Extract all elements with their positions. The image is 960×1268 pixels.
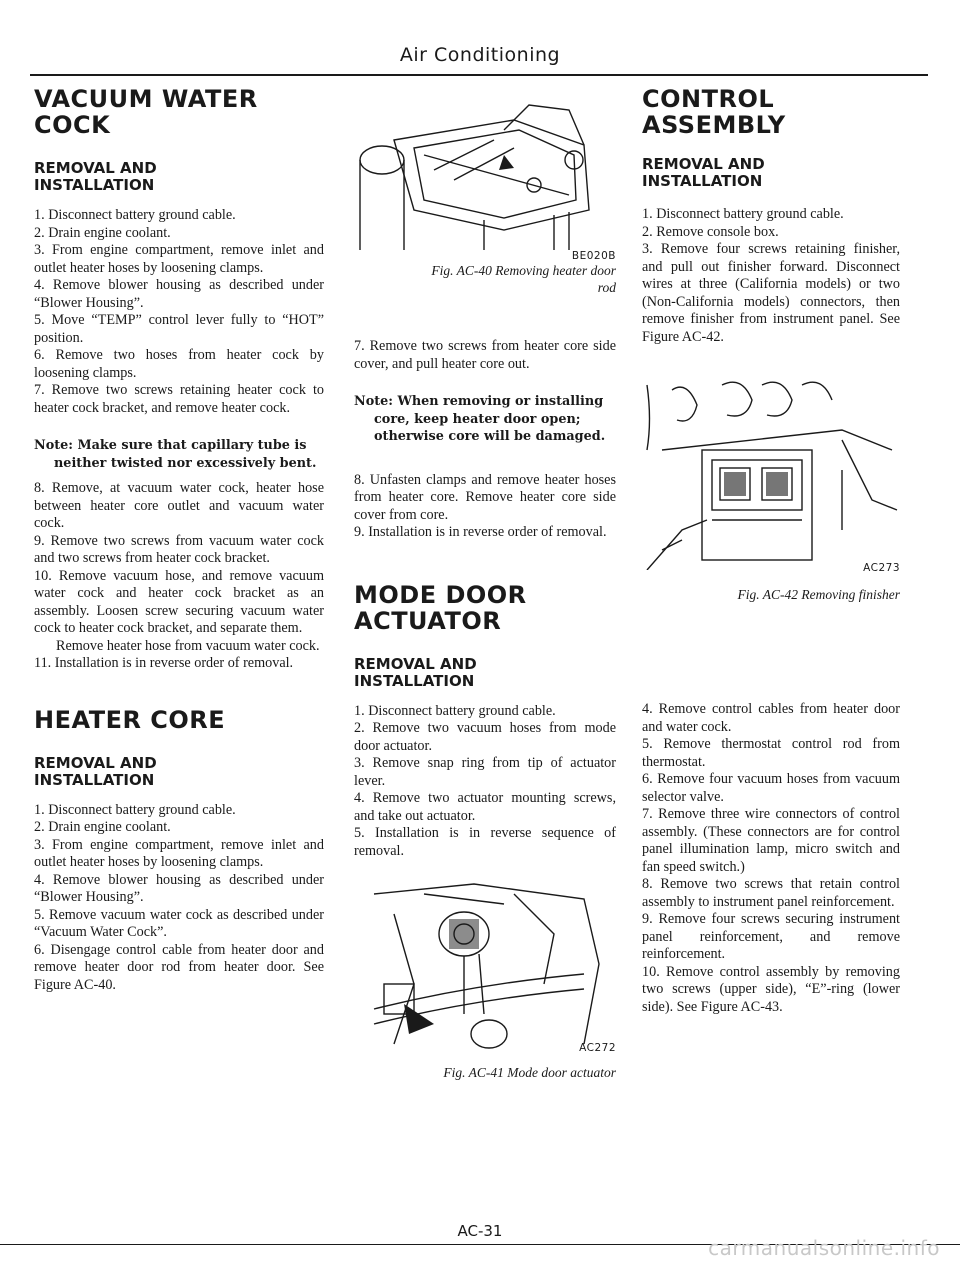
mode-door-actuator-steps: [354, 703, 616, 861]
step: 8. Remove two screws that retain control assembly to instrument panel reinforcement.: [642, 876, 900, 910]
step: 4. Remove blower housing as described under “Blower Housing”.: [34, 277, 324, 311]
step: 1. Disconnect battery ground cable.: [642, 206, 844, 222]
step: 10. Remove control assembly by removing two screws (upper side), “E”-ring (lower side). See Figure AC-43.: [642, 963, 900, 1015]
finisher-illustration: [642, 380, 900, 570]
step: 9. Remove two screws from vacuum water cock and two screws from heater cock bracket.: [34, 532, 324, 566]
step: 4. Remove control cables from heater door and water cock.: [642, 701, 900, 735]
vacuum-water-cock-steps-a: [34, 207, 324, 417]
step: 7. Remove three wire connectors of control assembly. (These connectors are for control panel illumination lamp, micro switch and fan speed switch.): [642, 806, 900, 875]
figure-ac40: [354, 100, 616, 296]
note-heater-door: Note: When removing or installing core, keep heater door open; otherwise core will be damaged.: [354, 394, 606, 444]
step: 2. Remove two vacuum hoses from mode door actuator.: [354, 720, 616, 754]
step: 2. Remove console box.: [642, 223, 779, 240]
step: 6. Remove two hoses from heater cock by loosening clamps.: [34, 347, 324, 381]
step: 9. Remove four screws securing instrument panel reinforcement, and remove reinforcement.: [642, 911, 900, 962]
step: 5. Move “TEMP” control lever fully to “HOT” position.: [34, 312, 324, 346]
step: 5. Remove thermostat control rod from thermostat.: [642, 736, 900, 770]
step: 1. Disconnect battery ground cable.: [354, 702, 556, 719]
subtitle-removal-installation: REMOVAL AND INSTALLATION: [642, 155, 765, 190]
figure-ac42: [642, 380, 900, 603]
heater-core-step-7: [354, 338, 616, 373]
figure-caption: Fig. AC-40 Removing heater door rod: [431, 263, 616, 295]
step: 9. Installation is in reverse order of removal.: [354, 524, 607, 540]
step: 5. Installation is in reverse sequence of removal.: [354, 825, 616, 859]
step: 3. Remove four screws retaining finisher, and pull out finisher forward. Disconnect wires at three (California models) or two (Non-California models) connectors, then remove finisher from instrument panel. See Figure AC-42.: [642, 241, 900, 345]
vacuum-water-cock-steps-b: [34, 480, 324, 673]
step: 7. Remove two screws from heater core side cover, and pull heater core out.: [354, 338, 616, 372]
watermark: carmanualsonline.info: [708, 1236, 940, 1260]
subtitle-removal-installation: REMOVAL AND INSTALLATION: [34, 753, 157, 789]
step: 2. Drain engine coolant.: [34, 224, 171, 241]
step-continuation: Remove heater hose from vacuum water cock.: [56, 637, 320, 654]
step: 3. Remove snap ring from tip of actuator lever.: [354, 755, 616, 789]
step: 8. Unfasten clamps and remove heater hoses from heater core. Remove heater core side cover from core.: [354, 471, 616, 523]
heater-core-steps-a: [34, 802, 324, 995]
figure-code: AC272: [579, 1042, 616, 1054]
section-title-vacuum-water-cock: VACUUM WATER COCK: [34, 85, 258, 139]
step: 3. From engine compartment, remove inlet and outlet heater hoses by loosening clamps.: [34, 242, 324, 276]
step: 7. Remove two screws retaining heater cock to heater cock bracket, and remove heater cock.: [34, 382, 324, 416]
step: 4. Remove blower housing as described under “Blower Housing”.: [34, 871, 324, 905]
step: 11. Installation is in reverse order of removal.: [34, 655, 294, 671]
column-left: [34, 86, 324, 994]
section-title-heater-core: HEATER CORE: [34, 705, 226, 734]
step: 10. Remove vacuum hose, and remove vacuum water cock and heater cock bracket as an assembly. Loosen screw securing vacuum water cock to heater cock bracket, and separate them.: [34, 567, 324, 636]
step: 1. Disconnect battery ground cable.: [34, 801, 236, 818]
step: 3. From engine compartment, remove inlet and outlet heater hoses by loosening clamps.: [34, 836, 324, 870]
heater-core-steps-b: [354, 472, 616, 542]
figure-caption: Fig. AC-42 Removing finisher: [737, 587, 900, 602]
step: 6. Remove four vacuum hoses from vacuum selector valve.: [642, 771, 900, 805]
step: 6. Disengage control cable from heater door and remove heater door rod from heater door. See Figure AC-40.: [34, 941, 324, 993]
control-assembly-steps-b: [642, 701, 900, 1016]
mode-door-actuator-illustration: [354, 874, 616, 1054]
figure-ac41: [354, 874, 616, 1081]
heater-door-illustration: [354, 100, 616, 250]
subtitle-removal-installation: REMOVAL AND INSTALLATION: [34, 159, 157, 194]
page-header: Air Conditioning: [399, 44, 561, 66]
page-number: AC-31: [457, 1222, 503, 1240]
note-capillary-tube: Note: Make sure that capillary tube is neither twisted nor excessively bent.: [34, 438, 317, 471]
step: 8. Remove, at vacuum water cock, heater hose between heater core outlet and vacuum water cock.: [34, 480, 324, 531]
step: 2. Drain engine coolant.: [34, 819, 171, 835]
column-right: [642, 86, 900, 1016]
step: 1. Disconnect battery ground cable.: [34, 207, 236, 223]
control-assembly-steps-a: [642, 206, 900, 346]
figure-code: AC273: [863, 562, 900, 574]
figure-caption: Fig. AC-41 Mode door actuator: [443, 1065, 616, 1080]
column-middle: [354, 100, 616, 1081]
section-title-mode-door-actuator: MODE DOOR ACTUATOR: [354, 580, 527, 635]
step: 4. Remove two actuator mounting screws, and take out actuator.: [354, 790, 616, 824]
step: 5. Remove vacuum water cock as described under “Vacuum Water Cock”.: [34, 906, 324, 940]
figure-code: BE020B: [571, 250, 616, 262]
header-rule: [30, 74, 928, 76]
subtitle-removal-installation: REMOVAL AND INSTALLATION: [354, 654, 477, 690]
section-title-control-assembly: CONTROL ASSEMBLY: [642, 85, 786, 139]
